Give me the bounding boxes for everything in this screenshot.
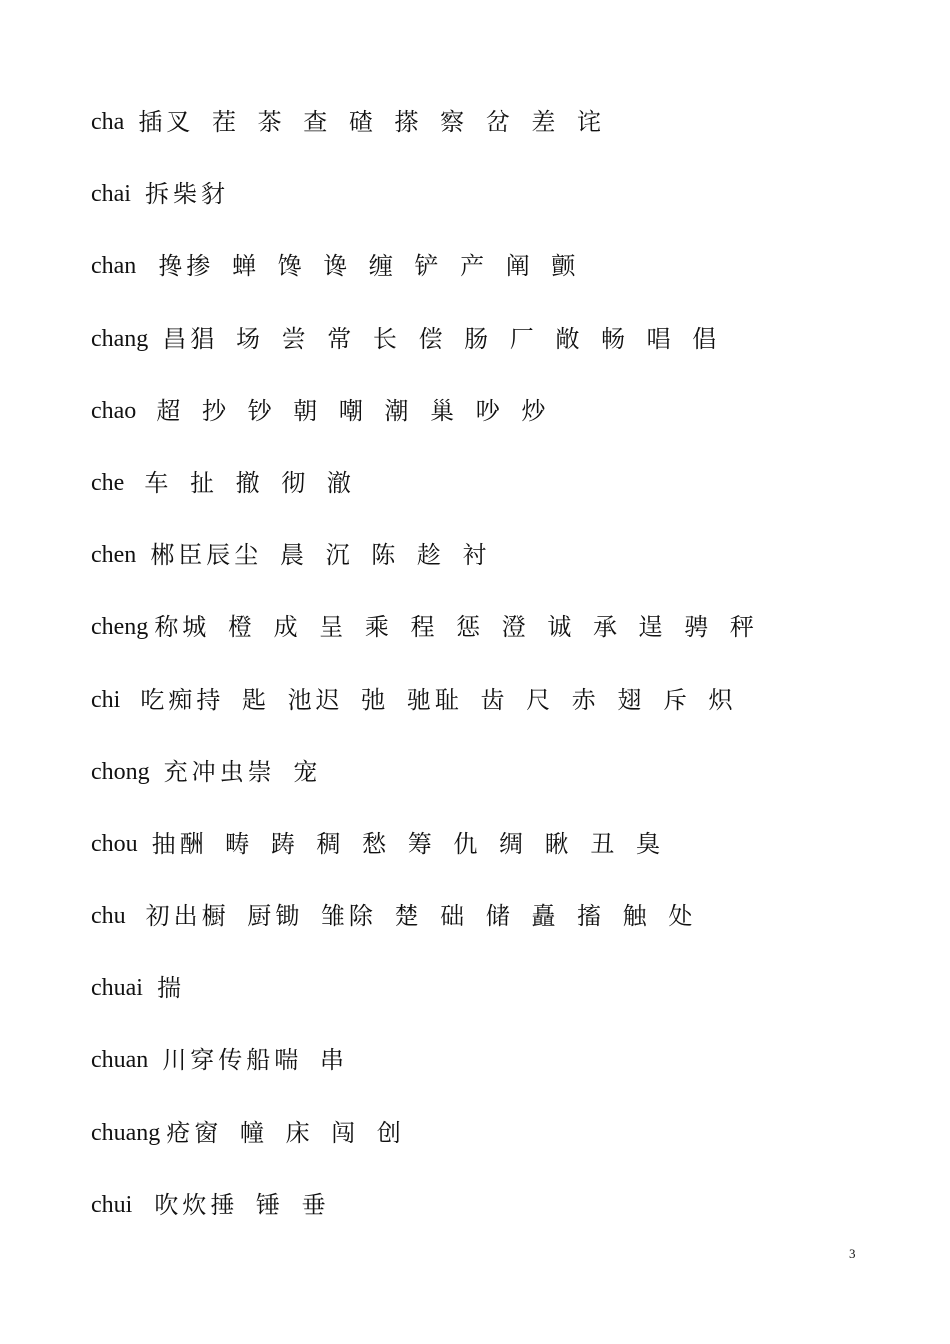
entry-row — [91, 459, 871, 531]
entry-row — [91, 676, 871, 748]
entry-characters: 揣 — [156, 974, 185, 1003]
entry-characters: 拆柴豺 — [144, 180, 229, 209]
entry-characters: 吹炊捶 锤 垂 — [154, 1190, 330, 1219]
entry-row — [91, 98, 871, 170]
entry-pinyin: chuan — [91, 1047, 149, 1074]
entry-pinyin: chuai — [91, 975, 143, 1002]
entry-pinyin: chuang — [91, 1119, 161, 1146]
entry-pinyin: chao — [91, 397, 137, 424]
entry-characters: 吃痴持 匙 池迟 弛 驰耻 齿 尺 赤 翅 斥 炽 — [140, 685, 737, 714]
entry-pinyin: chong — [91, 758, 150, 785]
entry-characters: 充冲虫崇 宠 — [163, 757, 322, 786]
entry-characters: 昌猖 场 尝 常 长 偿 肠 厂 敞 畅 唱 倡 — [162, 324, 721, 353]
entry-row — [91, 1109, 871, 1181]
entry-characters: 川穿传船喘 串 — [162, 1046, 348, 1075]
entry-row — [91, 820, 871, 892]
entry-row — [91, 603, 871, 675]
entry-characters: 抽酬 畴 踌 稠 愁 筹 仇 绸 瞅 丑 臭 — [151, 829, 664, 858]
entry-characters: 搀掺 蝉 馋 谗 缠 铲 产 阐 颤 — [158, 252, 580, 281]
entry-pinyin: chou — [91, 830, 138, 857]
entry-row — [91, 748, 871, 820]
entry-row — [91, 964, 871, 1036]
entry-characters: 插叉 茬 茶 查 碴 搽 察 岔 差 诧 — [138, 108, 605, 136]
entry-pinyin: chen — [91, 542, 137, 569]
page-number: 3 — [849, 1246, 856, 1261]
entry-pinyin: chu — [91, 903, 126, 930]
entry-row — [91, 892, 871, 964]
entry-pinyin: cha — [91, 109, 125, 135]
entry-pinyin: chan — [91, 253, 137, 280]
entry-pinyin: che — [91, 469, 125, 496]
entry-pinyin: chai — [91, 181, 131, 208]
entry-row — [91, 1036, 871, 1108]
entry-characters: 称城 橙 成 呈 乘 程 惩 澄 诚 承 逞 骋 秤 — [154, 613, 758, 642]
entry-pinyin: chi — [91, 686, 121, 713]
entry-row — [91, 531, 871, 603]
entry-row — [91, 242, 871, 314]
entry-row — [91, 170, 871, 242]
entry-row — [91, 1181, 871, 1253]
entry-pinyin: cheng — [91, 614, 149, 641]
entry-pinyin: chang — [91, 325, 149, 352]
entry-pinyin: chui — [91, 1191, 133, 1218]
entry-row — [91, 387, 871, 459]
entry-row — [91, 315, 871, 387]
entry-characters: 超 抄 钞 朝 嘲 潮 巢 吵 炒 — [156, 396, 550, 425]
entry-characters: 初出橱 厨锄 雏除 楚 础 储 矗 搐 触 处 — [145, 902, 697, 931]
entry-characters: 车 扯 撤 彻 澈 — [144, 468, 355, 497]
pinyin-entry-list — [91, 98, 871, 1253]
entry-characters: 疮窗 幢 床 闯 创 — [166, 1118, 405, 1147]
entry-characters: 郴臣辰尘 晨 沉 陈 趁 衬 — [150, 541, 491, 570]
